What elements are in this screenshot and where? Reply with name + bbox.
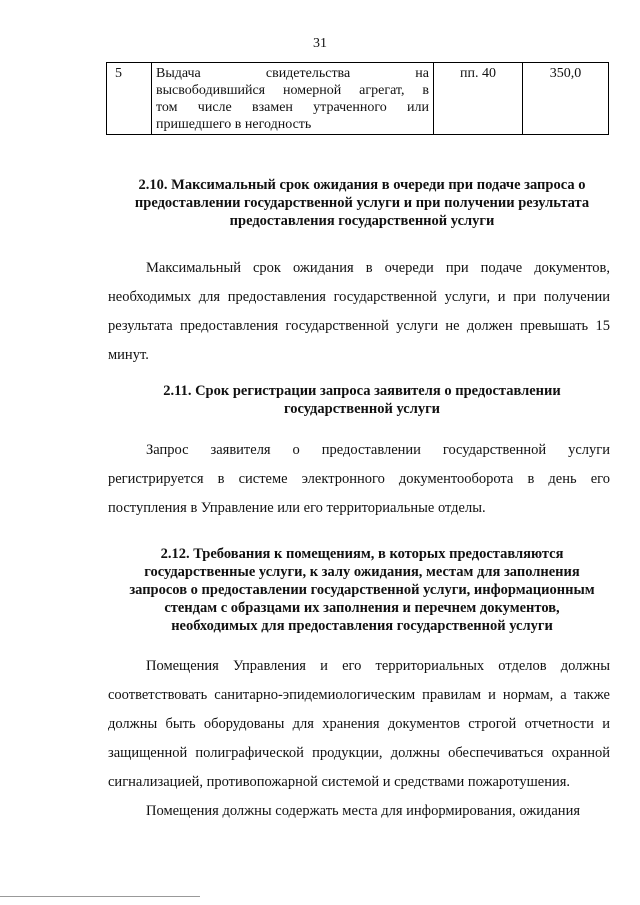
description-line: высвободившийся номерной агрегат, в <box>156 83 429 98</box>
heading-line: государственной услуги <box>283 401 441 417</box>
section-paragraph-2-12-continued <box>108 797 610 826</box>
description-line: пришедшего в негодность <box>156 117 312 132</box>
section-paragraph-2-11 <box>108 436 610 523</box>
heading-line: стендам с образцами их заполнения и перечнем документов, <box>164 600 560 616</box>
paragraph-text: Помещения должны содержать места для информирования, ожидания <box>146 803 580 819</box>
heading-line: государственные услуги, к залу ожидания, местам для заполнения <box>144 564 580 580</box>
heading-line: 2.11. Срок регистрации запроса заявителя о предоставлении <box>163 383 561 399</box>
section-heading-2-12 <box>108 545 616 635</box>
heading-line: предоставлении государственной услуги и при получении результата <box>134 195 590 211</box>
section-paragraph-2-12 <box>108 652 610 797</box>
page-number: 31 <box>313 36 327 51</box>
fee-table <box>106 62 609 135</box>
heading-line: 2.12. Требования к помещениям, в которых предоставляются <box>160 546 564 562</box>
row-description <box>152 63 434 135</box>
section-paragraph-2-10 <box>108 254 610 370</box>
heading-line: необходимых для предоставления государственной услуги <box>171 618 553 634</box>
description-line: том числе взамен утраченного или <box>156 100 429 115</box>
section-heading-2-10 <box>112 176 612 230</box>
paragraph-text: Запрос заявителя о предоставлении государственной услуги регистрируется в системе электронного документооборота в день его поступления в Управление или его территориальные отделы. <box>108 442 610 516</box>
row-number: 5 <box>107 63 152 135</box>
description-line: Выдача свидетельства на <box>156 66 429 81</box>
heading-line: предоставления государственной услуги <box>229 213 495 229</box>
section-heading-2-11 <box>112 382 612 418</box>
heading-line: 2.10. Максимальный срок ожидания в очереди при подаче запроса о <box>138 177 586 193</box>
paragraph-text: Помещения Управления и его территориальных отделов должны соответствовать санитарно-эпидемиологическим правилам и нормам, а также должны быть оборудованы для хранения документов строгой отчетности и защищенной полиграфической продукции, должны обеспечиваться охранной сигнализацией, противопожарной системой и средствами пожаротушения. <box>108 658 610 790</box>
row-amount: 350,0 <box>523 63 609 135</box>
table-row <box>107 63 609 135</box>
row-reference: пп. 40 <box>434 63 523 135</box>
heading-line: запросов о предоставлении государственной услуги, информационным <box>129 582 595 598</box>
paragraph-text: Максимальный срок ожидания в очереди при подаче документов, необходимых для предоставления государственной услуги, и при получении результата предоставления государственной услуги не должен превышать 15 минут. <box>108 260 610 363</box>
footer-rule <box>0 896 200 897</box>
